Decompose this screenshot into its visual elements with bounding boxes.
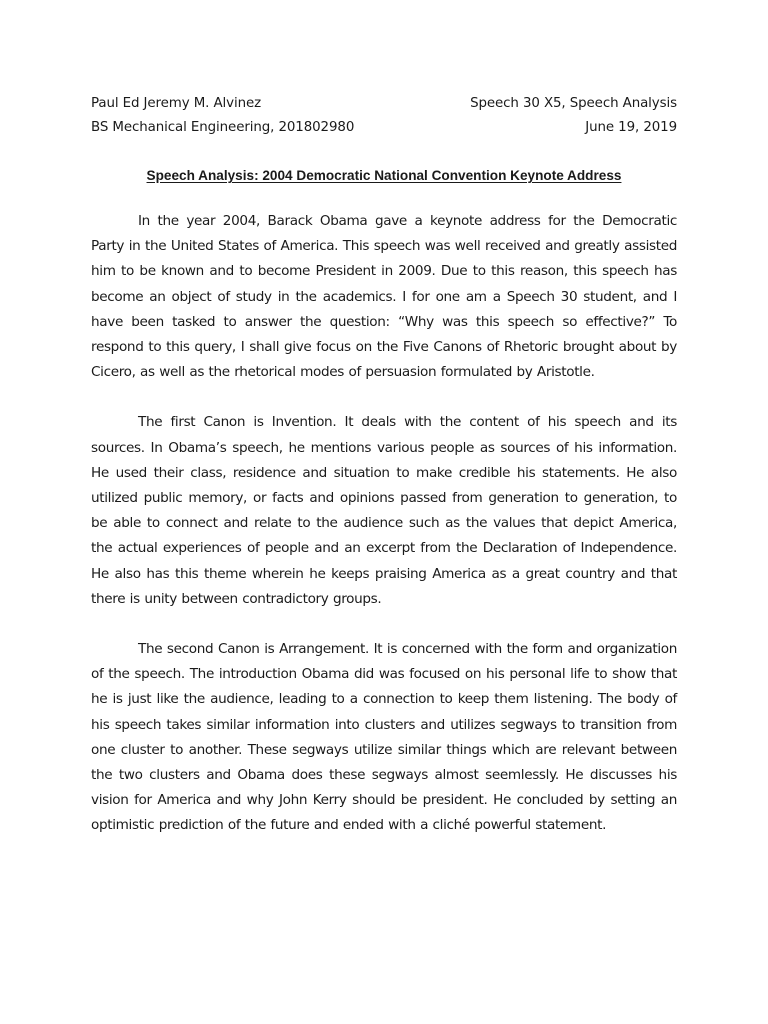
header-row-2 xyxy=(91,116,677,140)
course-info: Speech 30 X5, Speech Analysis xyxy=(470,96,677,111)
document-page xyxy=(91,92,677,839)
paragraph-invention: The first Canon is Invention. It deals with the content of his speech and its sources. In Obama’s speech, he mentions various people as sources of his information. He used their class, residence and situation to make credible his statements. He also utilized public memory, or facts and opinions passed from generation to generation, to be able to connect and relate to the audience such as the values that depict America, the actual experiences of people and an excerpt from the Declaration of Independence. He also has this theme wherein he keeps praising America as a great country and that there is unity between contradictory groups. xyxy=(91,414,677,607)
header-row-1 xyxy=(91,92,677,116)
program-info: BS Mechanical Engineering, 201802980 xyxy=(91,120,355,135)
paragraph-arrangement: The second Canon is Arrangement. It is concerned with the form and organization of the speech. The introduction Obama did was focused on his personal life to show that he is just like the audience, leading to a connection to keep them listening. The body of his speech takes similar information into clusters and utilizes segways to transition from one cluster to another. These segways utilize similar things which are relevant between the two clusters and Obama does these segways almost seemlessly. He discusses his vision for America and why John Kerry should be president. He concluded by setting an optimistic prediction of the future and ended with a cliché powerful statement. xyxy=(91,641,677,834)
document-date: June 19, 2019 xyxy=(585,120,677,135)
document-title: Speech Analysis: 2004 Democratic National Convention Keynote Address xyxy=(146,168,622,183)
paragraph-introduction: In the year 2004, Barack Obama gave a keynote address for the Democratic Party in the United States of America. This speech was well received and greatly assisted him to be known and to become President in 2009. Due to this reason, this speech has become an object of study in the academics. I for one am a Speech 30 student, and I have been tasked to answer the question: “Why was this speech so effective?” To respond to this query, I shall give focus on the Five Canons of Rhetoric brought about by Cicero, as well as the rhetorical modes of persuasion formulated by Aristotle. xyxy=(91,213,677,381)
author-name: Paul Ed Jeremy M. Alvinez xyxy=(91,96,262,111)
